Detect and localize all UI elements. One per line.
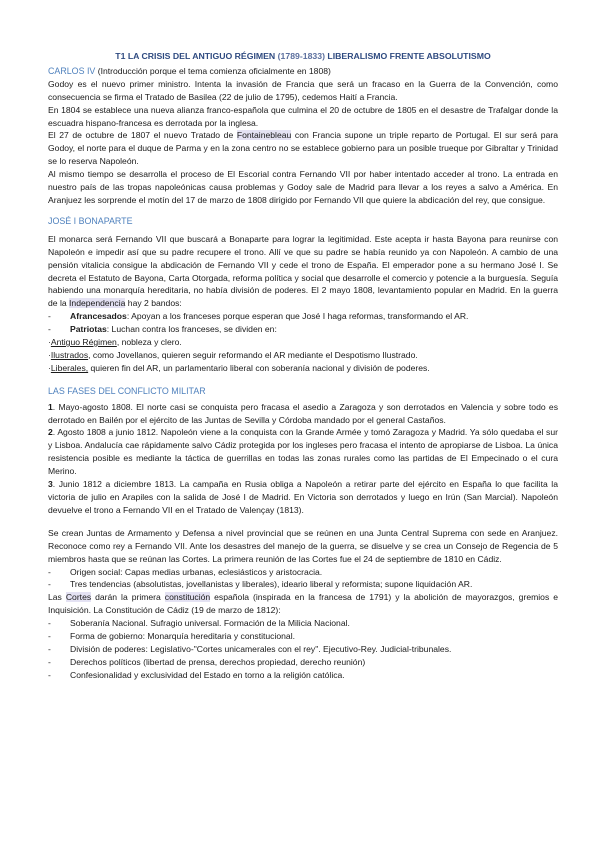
list-item-derechos: - Derechos políticos (libertad de prensa, derechos propiedad, derecho reunión)	[48, 656, 558, 669]
list-item-soberania: - Soberanía Nacional. Sufragio universal. Formación de la Milicia Nacional.	[48, 617, 558, 630]
carlos-heading-note: (Introducción porque el tema comienza oficialmente en 1808)	[95, 65, 331, 76]
jose-paragraph-1	[48, 233, 558, 310]
highlight-independencia: Independencia	[69, 298, 126, 309]
section-heading-carlos: CARLOS IV	[48, 65, 96, 76]
section-heading-jose: JOSÉ I BONAPARTE	[48, 215, 133, 226]
afrancesados-label: Afrancesados	[70, 311, 127, 322]
fase-1-text: . Mayo-agosto 1808. El norte casi se conquista pero fracasa el asedio a Zaragoza y son derrotados en Valencia y sobre todo es derrotado en Bailén por el ejército de las Juntas de Sevilla y Córdoba mandado por el general Castaños.	[48, 401, 558, 425]
highlight-cortes: Cortes	[65, 592, 92, 603]
carlos-heading-line	[48, 65, 558, 78]
juntas-p2-text-a: Las	[48, 592, 66, 603]
juntas-paragraph-2	[48, 591, 558, 617]
patriotas-label: Patriotas	[70, 324, 107, 335]
carlos-paragraph-4: Al mismo tiempo se desarrolla el proceso de El Escorial contra Fernando VII por haber intentado acceder al trono. La entrada en nuestro país de las tropas napoleónicas causa problemas y Godoy sale de Madrid para llevar a los reyes a salvo a América. En Aranjuez les sorprende el motín del 17 de marzo de 1808 dirigido por Fernando VII que quiere la abdicación del rey, que consigue.	[48, 169, 558, 205]
juntas-paragraph-1: Se crean Juntas de Armamento y Defensa a nivel provincial que se reúnen en una Junta Central Suprema con sede en Aranjuez. Reconoce como rey a Fernando VII. Ante los desastres del manejo de la guerra, se disuelve y se crea un Consejo de Regencia de 5 miembros hasta que se reúnan las Cortes. La primera reunión de las Cortes fue el 24 de septiembre de 1810 en Cádiz.	[48, 527, 558, 564]
antiguo-regimen-text: , nobleza y clero.	[116, 337, 182, 348]
afrancesados-text: : Apoyan a los franceses porque esperan que José I haga reformas, transformando el AR.	[126, 311, 469, 322]
fase-3-text: . Junio 1812 a diciembre 1813. La campaña en Rusia obliga a Napoleón a retirar parte del ejército en España lo que facilita la victoria de julio en Arapiles con la salida de José I de Madrid. En Victoria son derrotados y luego en Irún (San Marcial). Napoleón devuelve el trono a Fernando VII en el Tratado de Valençay (1813).	[48, 479, 558, 515]
highlight-constitucion: constitución	[164, 592, 211, 603]
list-item-afrancesados	[48, 310, 558, 323]
patriotas-text: : Luchan contra los franceses, se dividen en:	[106, 324, 277, 335]
fase-3-number: 3	[48, 479, 53, 490]
fase-1	[48, 401, 558, 427]
fase-1-number: 1	[48, 401, 53, 412]
sub-item-antiguo-regimen: ·Antiguo Régimen, nobleza y clero.	[48, 337, 182, 348]
juntas-p2-text-b: darán la primera	[91, 592, 165, 603]
list-item-forma-gobierno: - Forma de gobierno: Monarquía hereditaria y constitucional.	[48, 630, 558, 643]
carlos-p3-text-b: con Francia supone un triple reparto de Portugal. El sur será para Godoy, el norte para el duque de Parma y en la zona centro no se establece gobierno para un posible trueque por Gibraltar y Trinidad se lo reserva Napoleón.	[48, 130, 558, 167]
highlight-fontainebleau: Fontainebleau	[236, 130, 292, 141]
list-item-confesionalidad: - Confesionalidad y exclusividad del Estado en torno a la religión católica.	[48, 669, 558, 682]
ilustrados-text: , como Jovellanos, quieren seguir reformando el AR mediante el Despotismo Ilustrado.	[88, 349, 418, 360]
list-item-division-poderes: - División de poderes: Legislativo-"Cortes unicamerales con el rey". Ejecutivo-Rey. Judicial-tribunales.	[48, 643, 558, 656]
spacer	[48, 375, 558, 385]
bandos-list	[48, 310, 558, 336]
carlos-paragraph-1: Godoy es el nuevo primer ministro. Intenta la invasión de Francia que será un fracaso en la Guerra de la Convención, como consecuencia se firma el Tratado de Basilea (22 de julio de 1795), cedemos Haití a Francia.	[48, 78, 558, 102]
jose-p1-text-a: El monarca será Fernando VII que buscará a Bonaparte para lograr la legitimidad. Este acepta ir hasta Bayona para reunirse con Napoleón e impedir así que su padre recupere el trono. Allí ve que su padre se había reunido ya con Napoleón. A cambio de una pensión vitalicia consigue la abdicación de Fernando VII y cede el trono de España. El emperador pone a su hermano José I. Se decreta el Estatuto de Bayona, Carta Otorgada, reforma política y social que desarrolle el comercio y potencie a la burguesía. Seguía habiendo una monarquía hereditaria, no había división de poderes. El 2 mayo 1808, levantamiento popular en Madrid. En la guerra de la	[48, 233, 558, 309]
constitucion-list	[48, 617, 558, 682]
document-title	[48, 50, 558, 63]
cortes-list	[48, 566, 558, 592]
fase-2-number: 2	[48, 427, 53, 438]
liberales-underlined: Liberales,	[50, 362, 89, 373]
title-main: T1 LA CRISIS DEL ANTIGUO RÉGIMEN	[115, 51, 276, 61]
spacer	[48, 207, 558, 215]
carlos-paragraph-3	[48, 129, 558, 168]
fase-2-text: . Agosto 1808 a junio 1812. Napoleón viene a la conquista con la Grande Armée y tomó Zaragoza y Madrid. Ya sólo quedaba el sur y Lisboa. Andalucía cae rápidamente salvo Cádiz protegida por los ingleses pero fracasa el intento de apropiarse de Lisboa. La única resistencia posible es mediante la táctica de guerrillas en todas las zonas rurales como las partidas de El Empecinado o el cura Merino.	[48, 427, 558, 477]
section-heading-fases: LAS FASES DEL CONFLICTO MILITAR	[48, 385, 206, 396]
document-content	[48, 50, 558, 682]
spacer	[48, 517, 558, 527]
antiguo-regimen-underlined: Antiguo Régimen	[50, 337, 117, 348]
ilustrados-underlined: Ilustrados	[50, 349, 89, 360]
juntas-p2-text-c: española (inspirada en la francesa de 1791) y la abolición de mayorazgos, gremios e Inquisición. La Constitución de Cádiz (19 de marzo de 1812):	[48, 592, 558, 616]
jose-p1-text-b: hay 2 bandos:	[125, 298, 182, 309]
sub-item-liberales: ·Liberales, quieren fin del AR, un parlamentario liberal con soberanía nacional y división de poderes.	[48, 362, 430, 373]
carlos-paragraph-2: En 1804 se establece una nueva alianza franco-española que culmina el 20 de octubre de 1805 en el desastre de Trafalgar donde la escuadra hispano-francesa es derrotada por la inglesa.	[48, 104, 558, 128]
list-item-patriotas	[48, 323, 558, 336]
fase-3	[48, 478, 558, 517]
list-item-tendencias: - Tres tendencias (absolutistas, jovellanistas y liberales), ideario liberal y reformista; supone liquidación AR.	[48, 578, 558, 591]
carlos-p3-text-a: El 27 de octubre de 1807 el nuevo Tratado de	[48, 130, 237, 141]
title-rest: LIBERALISMO FRENTE ABSOLUTISMO	[327, 51, 491, 61]
sub-item-ilustrados: ·Ilustrados, como Jovellanos, quieren seguir reformando el AR mediante el Despotismo Ilustrado.	[48, 349, 418, 360]
list-item-origen: - Origen social: Capas medias urbanas, eclesiásticos y aristocracia.	[48, 566, 558, 579]
liberales-text: quieren fin del AR, un parlamentario liberal con soberanía nacional y división de poderes.	[88, 362, 430, 373]
fase-2	[48, 426, 558, 478]
title-dates: (1789-1833)	[277, 51, 325, 61]
